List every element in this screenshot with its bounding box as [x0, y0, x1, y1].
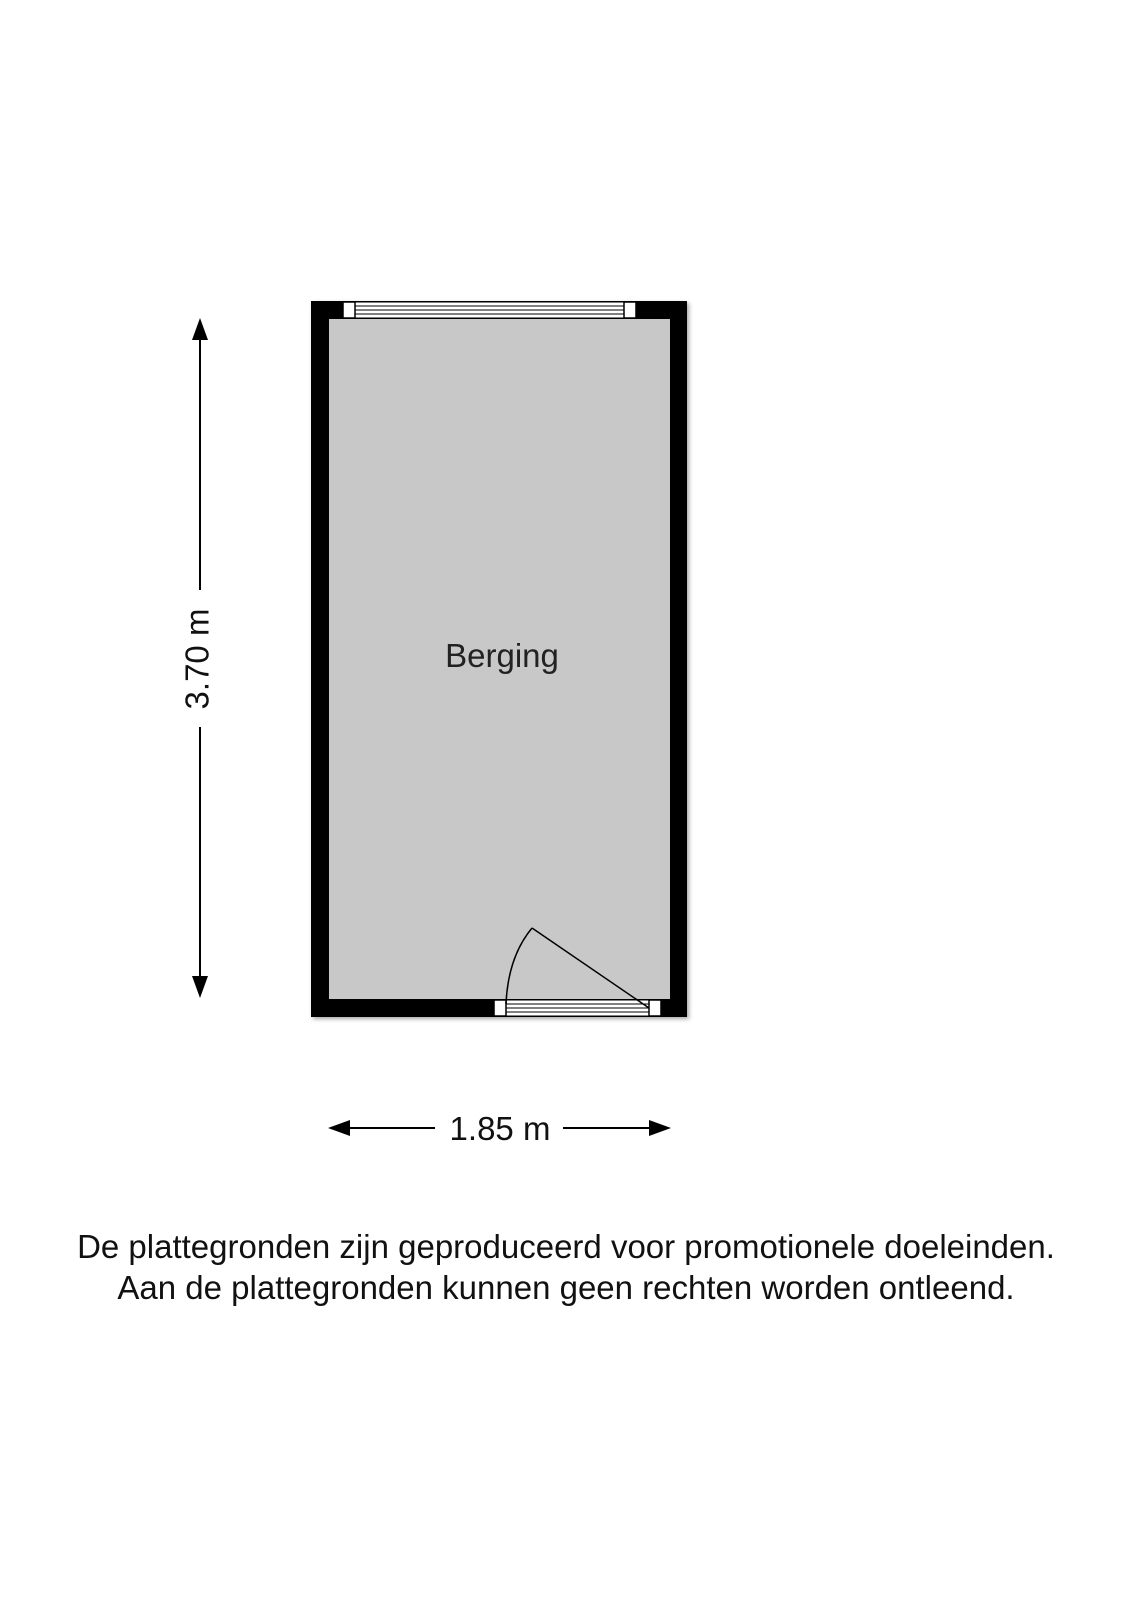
- arrow-up-icon: [192, 318, 208, 340]
- disclaimer: [0, 1226, 1132, 1308]
- arrow-right-icon: [649, 1120, 671, 1136]
- height-dimension: [179, 318, 216, 998]
- window-top: [343, 302, 636, 318]
- disclaimer-line-1: De plattegronden zijn geproduceerd voor promotionele doeleinden.: [77, 1228, 1055, 1265]
- height-dimension-label: 3.70 m: [178, 608, 216, 710]
- disclaimer-line-2: Aan de plattegronden kunnen geen rechten worden ontleend.: [117, 1269, 1015, 1306]
- arrow-down-icon: [192, 976, 208, 998]
- width-dimension-label: 1.85 m: [449, 1110, 551, 1147]
- room-label: Berging: [445, 637, 559, 674]
- arrow-left-icon: [328, 1120, 350, 1136]
- width-dimension: [328, 1110, 671, 1147]
